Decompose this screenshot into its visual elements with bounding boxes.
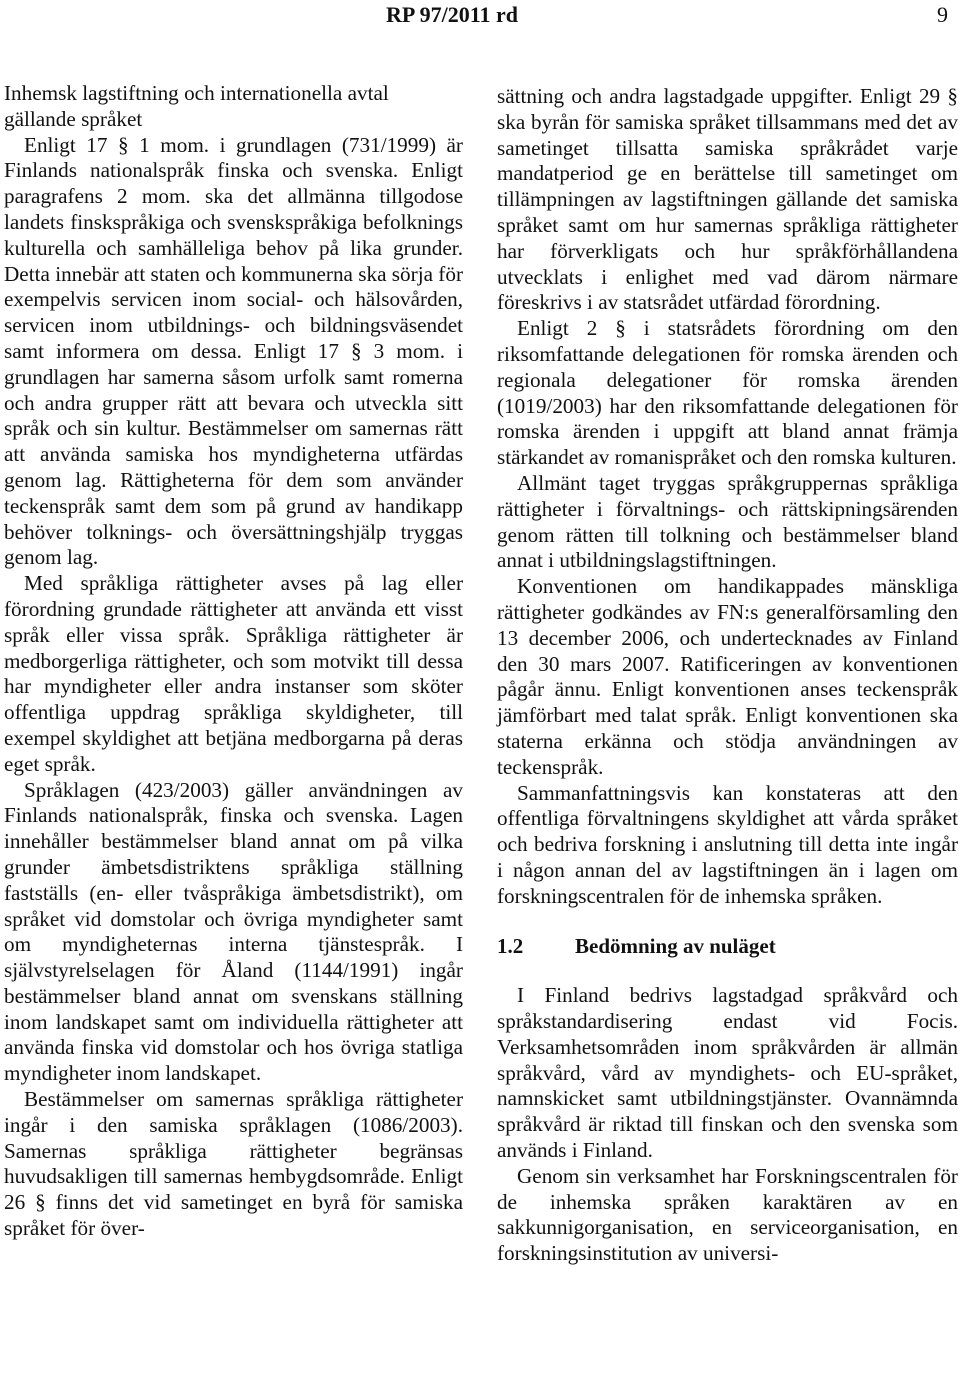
right-paragraph-3: Allmänt taget tryggas språkgruppernas språkliga rättigheter i förvaltnings- och rättskipningsärenden genom rätten till tolkning och bestämmelser bland annat i utbildningslagstiftningen. (497, 470, 958, 573)
right-paragraph-1: sättning och andra lagstadgade uppgifter. Enligt 29 § ska byrån för samiska språket tillsammans med det av sametinget tillsatta samiska språkrådet varje mandatperiod ge en berättelse till sametinget om tillämpningen av lagstiftningen gällande det samiska språket samt om hur samernas språkliga rättigheter har förverkligats och hur språkförhållandena utvecklats i enlighet med vad därom närmare föreskrivs i av statsrådet utfärdad förordning. (497, 84, 958, 315)
section-number: 1.2 (497, 933, 524, 958)
left-subheading: Inhemsk lagstiftning och internationella avtal gällande språket (4, 81, 389, 131)
right-paragraph-7: Genom sin verksamhet har Forskningscentralen för de inhemska språken karaktären av en sakkunnigorganisation, en serviceorganisation, en forskningsinstitution av universi- (497, 1163, 958, 1266)
left-column (4, 81, 463, 1242)
left-paragraph-1: Enligt 17 § 1 mom. i grundlagen (731/1999) är Finlands nationalspråk finska och svenska. Enligt paragrafens 2 mom. ska det allmänna tillgodose landets finskspråkiga och svenskspråkiga befolknings kulturella och samhälleliga behov på lika grunder. Detta innebär att staten och kommunerna ska sörja för exempelvis servicen inom social- och hälsovården, servicen inom utbildnings- och bildningsväsendet samt informera om dessa. Enligt 17 § 3 mom. i grundlagen har samerna såsom urfolk samt romerna och andra grupper rätt att bevara och utveckla sitt språk och sin kultur. Bestämmelser om samernas rätt att använda samiska hos myndigheterna utfärdas genom lag. Rättigheterna för dem som använder teckenspråk samt dem som på grund av handikapp behöver tolknings- och översättningshjälp tryggas genom lag. (4, 132, 463, 570)
right-paragraph-5: Sammanfattningsvis kan konstateras att den offentliga förvaltningens skyldighet att vårda språket och bedriva forskning i anslutning till detta inte ingår i någon annan del av lagstiftningen än i lagen om forskningscentralen för de inhemska språken. (497, 780, 958, 908)
left-paragraph-4: Bestämmelser om samernas språkliga rättigheter ingår i den samiska språklagen (1086/2003). Samernas språkliga rättigheter begränsas huvudsakligen till samernas hembygdsområde. Enligt 26 § finns det vid sametinget en byrå för samiska språket för över- (4, 1087, 463, 1241)
left-paragraph-2: Med språkliga rättigheter avses på lag eller förordning grundade rättigheter att använda ett visst språk eller vissa språk. Språkliga rättigheter är medborgerliga rättigheter, och som motvikt till dessa har myndigheter eller andra instanser som sköter offentliga uppdrag språkliga skyldigheter, till exempel skyldighet att betjäna medborgarna på deras eget språk. (4, 571, 463, 776)
right-paragraph-6: I Finland bedrivs lagstadgad språkvård och språkstandardisering endast vid Focis. Verksamhetsområden inom språkvården är allmän språkvård, vård av myndighets- och EU-språket, namnskicket samt utbildningstjänster. Ovannämnda språkvård är riktad till finskan och den svenska som används i Finland. (497, 983, 958, 1163)
document-id: RP 97/2011 rd (386, 2, 519, 27)
right-paragraph-4: Konventionen om handikappades mänskliga rättigheter godkändes av FN:s generalförsamling den 13 december 2006, och undertecknades av Finland den 30 mars 2007. Ratificeringen av konventionen pågår ännu. Enligt konventionen anses teckenspråk jämförbart med talat språk. Enligt konventionen ska staterna erkänna och stödja användningen av teckenspråk. (497, 574, 958, 779)
page-header (0, 0, 960, 36)
right-paragraph-2: Enligt 2 § i statsrådets förordning om den riksomfattande delegationen för romska ärenden och regionala delegationer för romska ärenden (1019/2003) har den riksomfattande delegationen för romska ärenden i uppgift att bland annat främja stärkandet av romanispråket och den romska kulturen. (497, 316, 958, 470)
left-paragraph-3: Språklagen (423/2003) gäller användningen av Finlands nationalspråk, finska och svenska. Lagen innehåller bestämmelser bland annat om på vilka grunder ämbetsdistriktens språkliga ställning fastställs (en- eller tvåspråkiga ämbetsdistrikt), om språket vid domstolar och övriga myndigheter samt om myndigheternas interna tjänstespråk. I självstyrelselagen för Åland (1144/1991) ingår bestämmelser bland annat om svenskans ställning inom landskapet samt om individuella rättigheter att använda finska vid domstolar och hos övriga statliga myndigheter inom landskapet. (4, 777, 463, 1086)
section-heading (497, 934, 958, 960)
right-column (497, 84, 958, 1267)
section-title: Bedömning av nuläget (575, 933, 776, 958)
page-number: 9 (937, 2, 948, 27)
